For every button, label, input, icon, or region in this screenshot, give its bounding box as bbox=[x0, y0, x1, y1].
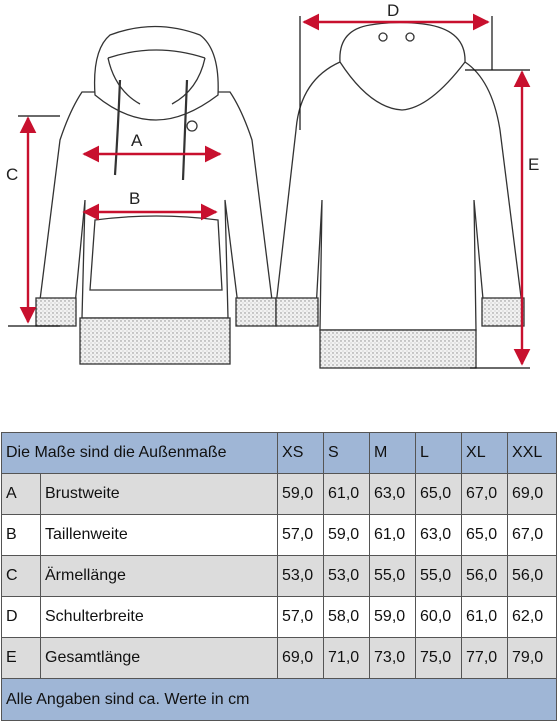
cell: 61,0 bbox=[324, 474, 370, 515]
label-c: C bbox=[6, 165, 19, 184]
row-key: A bbox=[2, 474, 41, 515]
cell: 61,0 bbox=[462, 597, 508, 638]
cell: 63,0 bbox=[370, 474, 416, 515]
cell: 57,0 bbox=[278, 515, 324, 556]
cell: 77,0 bbox=[462, 638, 508, 679]
cell: 58,0 bbox=[324, 597, 370, 638]
hoodie-back-drawing bbox=[276, 23, 524, 369]
row-key: B bbox=[2, 515, 41, 556]
cell: 59,0 bbox=[370, 597, 416, 638]
size-m: M bbox=[370, 433, 416, 474]
row-name: Schulterbreite bbox=[41, 597, 278, 638]
size-l: L bbox=[416, 433, 462, 474]
cell: 59,0 bbox=[278, 474, 324, 515]
cell: 65,0 bbox=[462, 515, 508, 556]
label-e: E bbox=[528, 155, 540, 174]
cell: 56,0 bbox=[508, 556, 557, 597]
table-header-row bbox=[2, 433, 557, 474]
size-xxl: XXL bbox=[508, 433, 557, 474]
cell: 63,0 bbox=[416, 515, 462, 556]
size-xl: XL bbox=[462, 433, 508, 474]
cell: 57,0 bbox=[278, 597, 324, 638]
table-row bbox=[2, 597, 557, 638]
cell: 79,0 bbox=[508, 638, 557, 679]
cell: 59,0 bbox=[324, 515, 370, 556]
label-b: B bbox=[129, 189, 141, 208]
row-key: C bbox=[2, 556, 41, 597]
table-title: Die Maße sind die Außenmaße bbox=[2, 433, 278, 474]
cell: 61,0 bbox=[370, 515, 416, 556]
table-row bbox=[2, 474, 557, 515]
table-row bbox=[2, 638, 557, 679]
size-table bbox=[1, 432, 557, 721]
cell: 55,0 bbox=[370, 556, 416, 597]
table-footer-row bbox=[2, 679, 557, 721]
row-name: Ärmellänge bbox=[41, 556, 278, 597]
size-s: S bbox=[324, 433, 370, 474]
cell: 65,0 bbox=[416, 474, 462, 515]
table-row bbox=[2, 556, 557, 597]
row-name: Taillenweite bbox=[41, 515, 278, 556]
table-row bbox=[2, 515, 557, 556]
row-key: D bbox=[2, 597, 41, 638]
cell: 62,0 bbox=[508, 597, 557, 638]
label-a: A bbox=[131, 131, 143, 150]
cell: 75,0 bbox=[416, 638, 462, 679]
cell: 60,0 bbox=[416, 597, 462, 638]
row-name: Brustweite bbox=[41, 474, 278, 515]
cell: 69,0 bbox=[508, 474, 557, 515]
row-key: E bbox=[2, 638, 41, 679]
row-name: Gesamtlänge bbox=[41, 638, 278, 679]
hoodie-front-drawing bbox=[36, 27, 276, 365]
cell: 71,0 bbox=[324, 638, 370, 679]
cell: 69,0 bbox=[278, 638, 324, 679]
cell: 73,0 bbox=[370, 638, 416, 679]
cell: 55,0 bbox=[416, 556, 462, 597]
table-footer-note: Alle Angaben sind ca. Werte in cm bbox=[2, 679, 557, 721]
cell: 56,0 bbox=[462, 556, 508, 597]
label-d: D bbox=[387, 1, 400, 20]
cell: 53,0 bbox=[324, 556, 370, 597]
cell: 53,0 bbox=[278, 556, 324, 597]
cell: 67,0 bbox=[462, 474, 508, 515]
cell: 67,0 bbox=[508, 515, 557, 556]
size-xs: XS bbox=[278, 433, 324, 474]
